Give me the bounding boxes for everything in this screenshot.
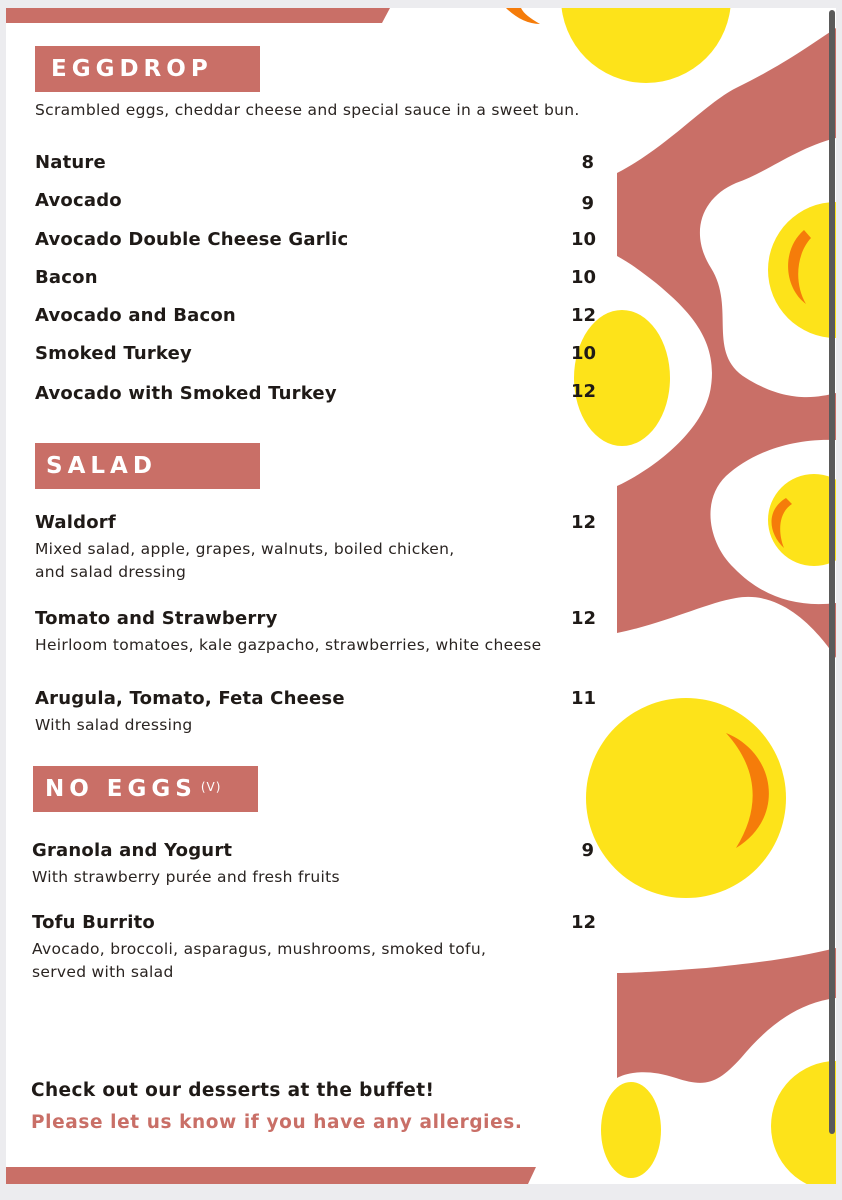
egg-shine-top <box>506 8 540 24</box>
menu-item-name: Arugula, Tomato, Feta Cheese <box>35 688 345 709</box>
menu-item-price: 10 <box>570 267 596 288</box>
eggdrop-description: Scrambled eggs, cheddar cheese and special sauce in a sweet bun. <box>35 101 580 119</box>
egg-yolk-6 <box>601 1082 661 1178</box>
menu-item-description: Avocado, broccoli, asparagus, mushrooms, smoked tofu, served with salad <box>32 940 487 981</box>
menu-item-price: 12 <box>570 912 596 933</box>
menu-item-price: 12 <box>570 305 596 326</box>
vegetarian-note: (V) <box>200 780 222 794</box>
menu-item-description: With salad dressing <box>35 716 193 734</box>
top-accent-strip <box>6 8 390 23</box>
egg-yolk-3 <box>574 310 670 446</box>
menu-item-name: Waldorf <box>35 512 116 533</box>
menu-item-name: Avocado Double Cheese Garlic <box>35 229 349 250</box>
menu-item-name: Bacon <box>35 267 98 288</box>
fried-egg-decoration <box>6 8 836 1184</box>
section-header-salad <box>35 443 260 489</box>
desserts-note: Check out our desserts at the buffet! <box>31 1080 435 1101</box>
menu-item-price: 12 <box>570 608 596 629</box>
menu-item-price: 9 <box>581 193 594 214</box>
scrollbar[interactable] <box>829 10 835 1134</box>
section-title-no-eggs: NO EGGS $^{(V)}$ <box>45 776 222 802</box>
menu-item-price: 12 <box>570 381 596 402</box>
section-header-no-eggs <box>33 766 258 812</box>
menu-item-name: Avocado <box>35 190 122 211</box>
menu-item-name: Avocado with Smoked Turkey <box>35 383 337 404</box>
menu-item-price: 9 <box>581 840 594 861</box>
menu-page <box>6 8 836 1184</box>
menu-item-price: 10 <box>570 343 596 364</box>
bottom-accent-strip <box>6 1167 536 1184</box>
menu-item-name: Nature <box>35 152 106 173</box>
menu-item-price: 10 <box>570 229 596 250</box>
menu-item-name: Tofu Burrito <box>32 912 155 933</box>
section-title-eggdrop: EGGDROP <box>51 56 213 82</box>
section-title-salad: SALAD <box>46 453 157 479</box>
allergy-note: Please let us know if you have any allergies. <box>31 1112 523 1133</box>
menu-item-name: Granola and Yogurt <box>32 840 233 861</box>
menu-item-description: Mixed salad, apple, grapes, walnuts, boiled chicken, and salad dressing <box>35 540 455 581</box>
menu-item-name: Tomato and Strawberry <box>35 608 278 629</box>
section-header-eggdrop <box>35 46 260 92</box>
menu-item-name: Avocado and Bacon <box>35 305 236 326</box>
menu-item-price: 11 <box>570 688 596 709</box>
menu-item-description: Heirloom tomatoes, kale gazpacho, strawberries, white cheese <box>35 636 542 654</box>
menu-item-description: With strawberry purée and fresh fruits <box>32 868 340 886</box>
menu-item-name: Smoked Turkey <box>35 343 192 364</box>
menu-item-price: 12 <box>570 512 596 533</box>
menu-item-price: 8 <box>581 152 594 173</box>
